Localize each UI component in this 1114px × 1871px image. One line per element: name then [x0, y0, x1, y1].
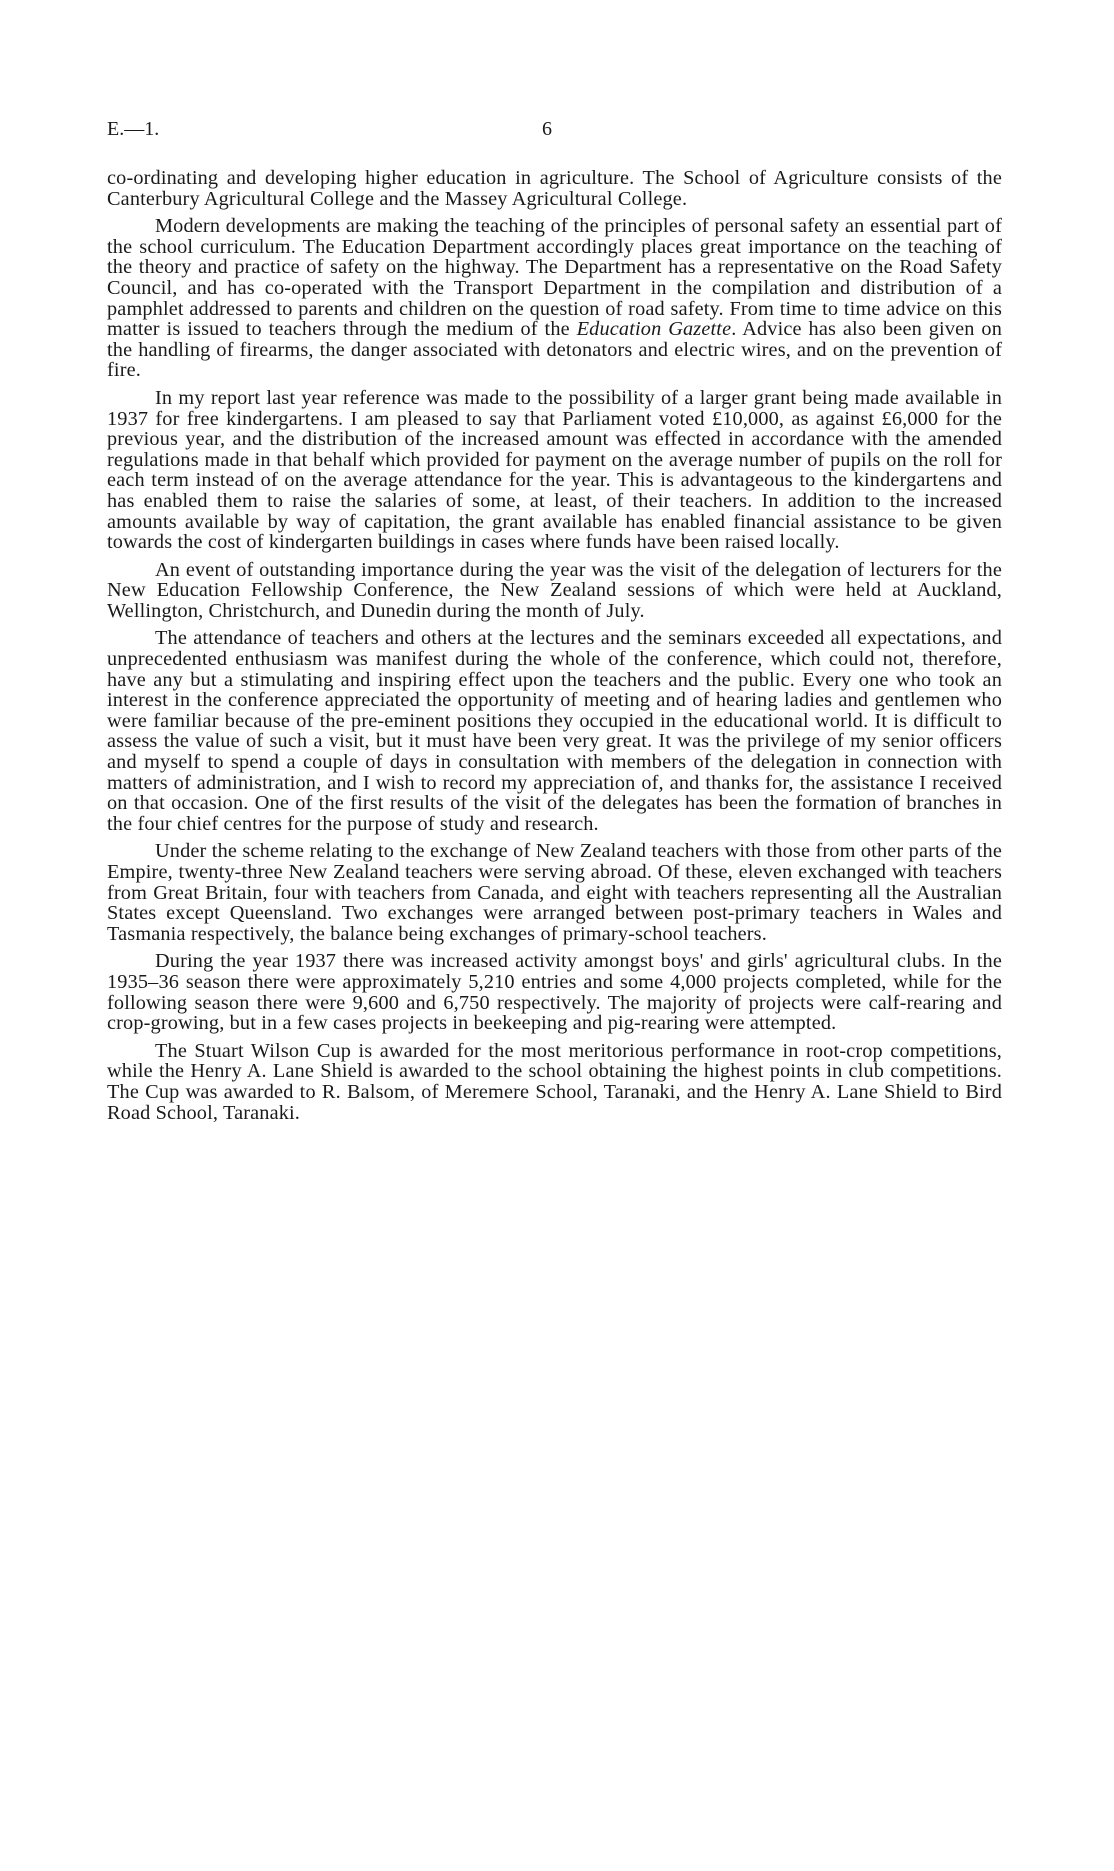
- paragraph-teacher-exchange: Under the scheme relating to the exchange of New Zealand teachers with those from other parts of the Empire, twenty-three New Zealand teachers were serving abroad. Of these, eleven exchanged with teachers from Great Britain, four with teachers from Canada, and eight with teachers representing all the Australian States except Queensland. Two exchanges were arranged between post-primary teachers in Wales and Tasmania respectively, the balance being exchanges of primary-school teachers.: [107, 840, 1002, 945]
- paragraph-conference-attendance: The attendance of teachers and others at the lectures and the seminars exceeded all expectations, and unprecedented enthusiasm was manifest during the whole of the conference, which could not, therefore, have any but a stimulating and inspiring effect upon the teachers and the public. Every one who took an interest in the conference appreciated the opportunity of meeting and of hearing ladies and gentlemen who were familiar because of the pre-eminent positions they occupied in the educational world. It is difficult to assess the value of such a visit, but it must have been very great. It was the privilege of my senior officers and myself to spend a couple of days in consultation with members of the delegation in connection with matters of administration, and I wish to record my appreciation of, and thanks for, the assistance I received on that occasion. One of the first results of the visit of the delegates has been the formation of branches in the four chief centres for the purpose of study and research.: [107, 627, 1002, 835]
- education-gazette-title: Education Gazette: [576, 318, 732, 341]
- paragraph-awards: The Stuart Wilson Cup is awarded for the most meritorious performance in root-crop competitions, while the Henry A. Lane Shield is awarded to the school obtaining the highest points in club competitions. The Cup was awarded to R. Balsom, of Meremere School, Taranaki, and the Henry A. Lane Shield to Bird Road School, Taranaki.: [107, 1039, 1002, 1124]
- paragraph-fellowship-delegation: An event of outstanding importance during the year was the visit of the delegation of lecturers for the New Education Fellowship Conference, the New Zealand sessions of which were held at Auckland, Wellington, Christchurch, and Dunedin during the month of July.: [107, 558, 1002, 622]
- paragraph-text-continued: . Advice has also been given on the handling of firearms, the danger associated with detonators and electric wires, and on the prevention of fire.: [107, 318, 1003, 382]
- paragraph-agricultural-clubs: During the year 1937 there was increased activity amongst boys' and girls' agricultural clubs. In the 1935–36 season there were approximately 5,210 entries and some 4,000 projects completed, while for the following season there were 9,600 and 6,750 respectively. The majority of projects were calf-rearing and crop-growing, but in a few cases projects in beekeeping and pig-rearing were attempted.: [107, 950, 1002, 1035]
- paragraph-text: Modern developments are making the teaching of the principles of personal safety an essential part of the school curriculum. The Education Department accordingly places great importance on the teaching of the theory and practice of safety on the highway. The Department has a representative on the Road Safety Council, and has co-operated with the Transport Department in the compilation and distribution of a pamphlet addressed to parents and children on the question of road safety. From time to time advice on this matter is issued to teachers through the medium of the: [107, 215, 1002, 341]
- paragraph-kindergartens: In my report last year reference was made to the possibility of a larger grant being made available in 1937 for free kindergartens. I am pleased to say that Parliament voted £10,000, as against £6,000 for the previous year, and the distribution of the increased amount was effected in accordance with the amended regulations made in that behalf which provided for payment on the average number of pupils on the roll for each term instead of on the average attendance for the year. This is advantageous to the kindergartens and has enabled them to raise the salaries of some, at least, of their teachers. In addition to the increased amounts available by way of capitation, the grant available has enabled financial assistance to be given towards the cost of kindergarten buildings in cases where funds have been raised locally.: [107, 386, 1002, 554]
- paragraph-personal-safety: [107, 216, 1002, 381]
- paragraph-agriculture-education: co-ordinating and developing higher education in agriculture. The School of Agriculture consists of the Canterbury Agricultural College and the Massey Agricultural College.: [107, 167, 1002, 210]
- body-text: [107, 168, 1002, 1130]
- document-reference: E.—1.: [107, 118, 160, 140]
- page-number: 6: [542, 118, 552, 140]
- page-header: [107, 118, 1007, 148]
